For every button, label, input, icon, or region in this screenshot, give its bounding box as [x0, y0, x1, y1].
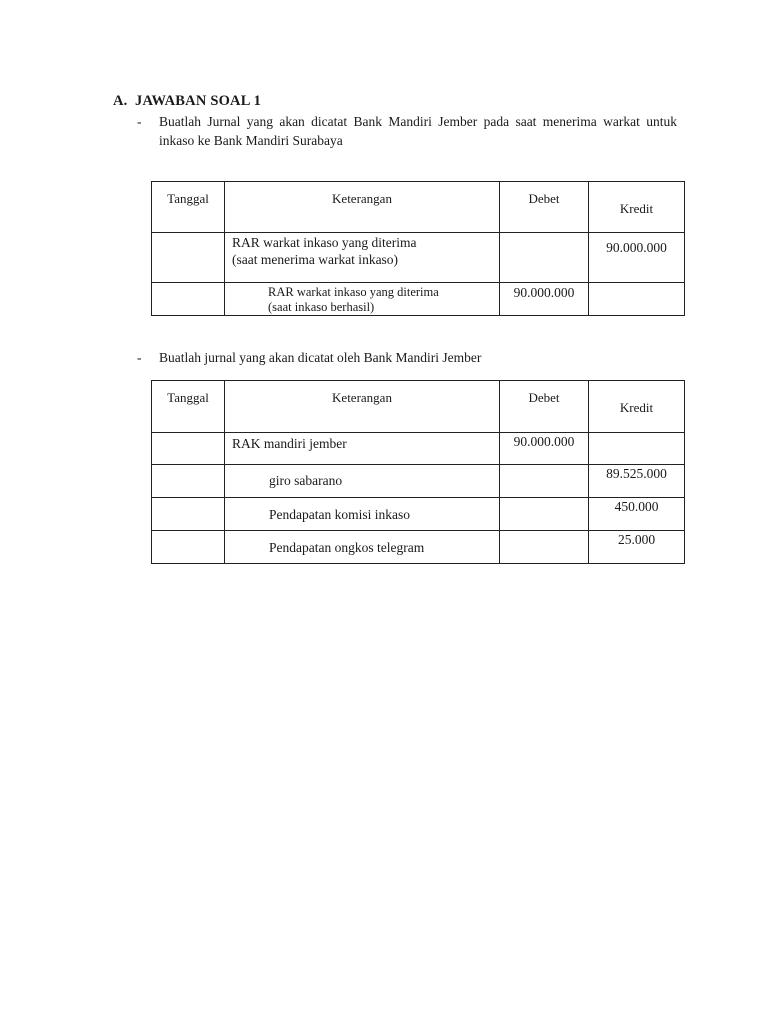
- table-row: [152, 433, 685, 465]
- section-title: JAWABAN SOAL 1: [135, 93, 262, 109]
- table-row: [152, 283, 685, 316]
- bullet-dash: -: [137, 350, 142, 365]
- header-date: Tanggal: [152, 182, 225, 233]
- cell-description: Pendapatan ongkos telegram: [225, 531, 500, 564]
- description-line-2: (saat menerima warkat inkaso): [232, 252, 399, 267]
- description-line-2: (saat inkaso berhasil): [268, 300, 375, 314]
- header-credit: Kredit: [589, 381, 685, 433]
- section-letter: A.: [113, 93, 128, 109]
- description-line-1: RAR warkat inkaso yang diterima: [268, 285, 439, 299]
- bullet-dash: -: [137, 114, 142, 129]
- cell-date: [152, 283, 225, 316]
- cell-description: [225, 283, 500, 316]
- cell-description: RAK mandiri jember: [225, 433, 500, 465]
- cell-debit: 90.000.000: [500, 283, 589, 316]
- cell-debit: 90.000.000: [500, 433, 589, 465]
- cell-description: [225, 233, 500, 283]
- cell-debit: [500, 498, 589, 531]
- cell-credit: 89.525.000: [589, 465, 685, 498]
- table-row: [152, 531, 685, 564]
- question-2-text: Buatlah jurnal yang akan dicatat oleh Bank Mandiri Jember: [159, 350, 482, 365]
- section-heading: [113, 93, 261, 110]
- cell-description: giro sabarano: [225, 465, 500, 498]
- cell-date: [152, 465, 225, 498]
- cell-date: [152, 233, 225, 283]
- cell-date: [152, 498, 225, 531]
- header-description: Keterangan: [225, 381, 500, 433]
- question-1-text: Buatlah Jurnal yang akan dicatat Bank Mandiri Jember pada saat menerima warkat untuk inkaso ke Bank Mandiri Surabaya: [159, 114, 677, 148]
- cell-debit: [500, 531, 589, 564]
- header-date: Tanggal: [152, 381, 225, 433]
- cell-description: Pendapatan komisi inkaso: [225, 498, 500, 531]
- cell-credit: 25.000: [589, 531, 685, 564]
- header-description: Keterangan: [225, 182, 500, 233]
- table-header-row: [152, 381, 685, 433]
- cell-credit: 90.000.000: [589, 233, 685, 283]
- journal-table-1: [151, 181, 685, 316]
- cell-debit: [500, 233, 589, 283]
- cell-credit: [589, 433, 685, 465]
- table-row: [152, 498, 685, 531]
- header-debit: Debet: [500, 381, 589, 433]
- table-row: [152, 233, 685, 283]
- cell-date: [152, 531, 225, 564]
- header-debit: Debet: [500, 182, 589, 233]
- header-credit: Kredit: [589, 182, 685, 233]
- journal-table-2: [151, 380, 685, 564]
- description-line-1: RAR warkat inkaso yang diterima: [232, 235, 417, 250]
- cell-debit: [500, 465, 589, 498]
- cell-credit: [589, 283, 685, 316]
- cell-date: [152, 433, 225, 465]
- table-row: [152, 465, 685, 498]
- cell-credit: 450.000: [589, 498, 685, 531]
- table-header-row: [152, 182, 685, 233]
